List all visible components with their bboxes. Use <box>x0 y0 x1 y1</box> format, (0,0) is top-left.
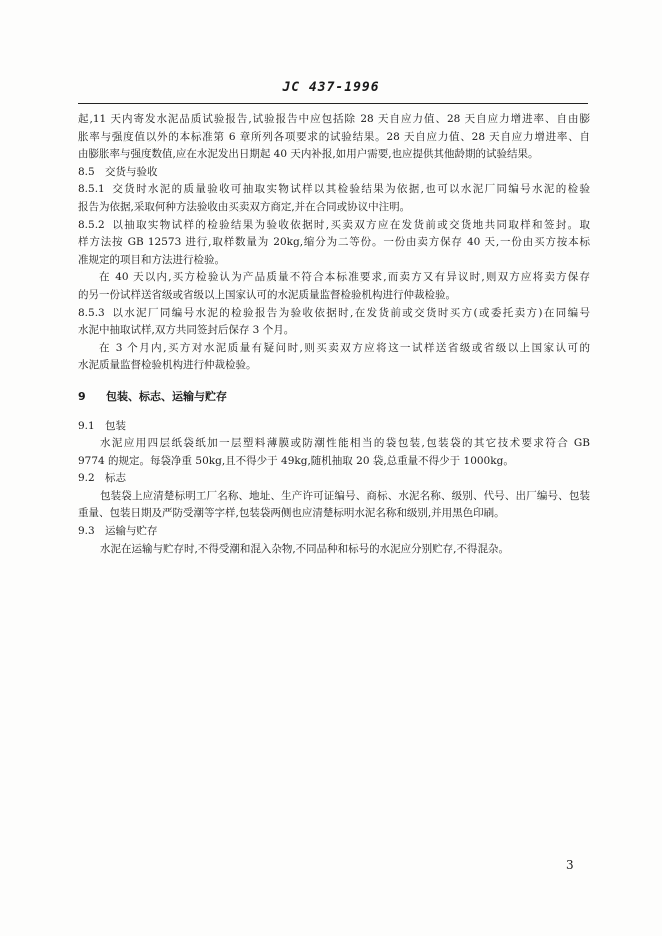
clause-text: 以抽取实物试样的检验结果为验收依据时,买卖双方应在发货前或交货地共同取样和签封。取 <box>111 218 590 231</box>
clause-title: 交货与验收 <box>105 165 158 178</box>
document-code-header: JC 437-1996 <box>282 80 380 95</box>
clause-number: 9.1 <box>78 419 95 432</box>
clause-9-1 <box>78 418 590 471</box>
clause-text: 以水泥厂同编号水泥的检验报告为验收依据时,在发货前或交货时买方(或委托卖方)在同编号 <box>111 306 590 319</box>
text-line: 水泥应用四层纸袋纸加一层塑料薄膜或防潮性能相当的袋包装,包装袋的其它技术要求符合 GB <box>100 437 590 450</box>
clause-number: 8.5.3 <box>78 306 105 319</box>
clause-number: 9.3 <box>78 525 95 538</box>
text-line <box>78 181 590 199</box>
text-line: 9774 的规定。每袋净重 50kg,且不得少于 49kg,随机抽取 20 袋,总重量不得少于 1000kg。 <box>78 454 514 467</box>
clause-number: 8.5.2 <box>78 218 105 231</box>
clause-title: 标志 <box>105 472 126 485</box>
text-line: 包装袋上应清楚标明工厂名称、地址、生产许可证编号、商标、水泥名称、级别、代号、出厂编号、包装 <box>100 489 590 502</box>
text-line: 报告为依据,采取何种方法验收由买卖双方商定,并在合同或协议中注明。 <box>78 200 411 213</box>
clause-number: 8.5.1 <box>78 183 105 196</box>
section-title: 包装、标志、运输与贮存 <box>106 389 227 403</box>
text-line: 在 3 个月内,买方对水泥质量有疑问时,则买卖双方应将这一试样送省级或省级以上国家认可的 <box>99 341 590 354</box>
section-number: 9 <box>78 389 86 403</box>
clause-8-5-heading <box>78 164 590 182</box>
document-body <box>78 111 590 558</box>
clause-title: 运输与贮存 <box>105 525 158 538</box>
clause-9-1-heading <box>78 418 590 436</box>
clause-9-2 <box>78 470 590 523</box>
text-line: 水泥在运输与贮存时,不得受潮和混入杂物,不同品种和标号的水泥应分别贮存,不得混杂。 <box>100 542 510 555</box>
clause-9-3 <box>78 523 590 558</box>
clause-8-5-1 <box>78 181 590 216</box>
clause-text: 交货时水泥的质量验收可抽取实物试样以其检验结果为依据,也可以水泥厂同编号水泥的检验 <box>111 183 590 196</box>
clause-number: 9.2 <box>78 472 95 485</box>
text-line: 由膨胀率与强度数值,应在水泥发出日期起 40 天内补报,如用户需要,也应提供其他龄期的试验结果。 <box>78 148 539 161</box>
header-rule <box>78 103 588 104</box>
text-line <box>78 305 590 323</box>
clause-9-2-heading <box>78 470 590 488</box>
page-number: 3 <box>566 858 574 872</box>
clause-9-3-heading <box>78 523 590 541</box>
clause-number: 8.5 <box>78 165 95 178</box>
text-line: 准规定的项目和方法进行检验。 <box>78 253 225 266</box>
text-line: 胀率与强度值以外的本标准第 6 章所列各项要求的试验结果。28 天自应力值、28 天自应力增进率、自 <box>78 130 590 143</box>
text-line: 样方法按 GB 12573 进行,取样数量为 20kg,缩分为二等份。一份由卖方保存 40 天,一份由买方按本标 <box>78 236 590 249</box>
text-line: 起,11 天内寄发水泥品质试验报告,试验报告中应包括除 28 天自应力值、28 天自应力增进率、自由膨 <box>78 113 590 125</box>
text-line: 在 40 天以内,买方检验认为产品质量不符合本标准要求,而卖方又有异议时,则双方应将卖方保存 <box>99 271 590 284</box>
intro-paragraph <box>78 111 590 164</box>
clause-8-5-2 <box>78 217 590 305</box>
text-line <box>78 217 590 235</box>
section-9-heading <box>78 388 590 406</box>
text-line: 水泥中抽取试样,双方共同签封后保存 3 个月。 <box>78 324 295 337</box>
text-line: 重量、包装日期及严防受潮等字样,包装袋两侧也应清楚标明水泥名称和级别,并用黑色印刷。 <box>78 507 505 520</box>
clause-8-5-3 <box>78 305 590 375</box>
clause-title: 包装 <box>105 419 126 432</box>
text-line: 的另一份试样送省级或省级以上国家认可的水泥质量监督检验机构进行仲裁检验。 <box>78 288 456 301</box>
text-line: 水泥质量监督检验机构进行仲裁检验。 <box>78 359 257 372</box>
